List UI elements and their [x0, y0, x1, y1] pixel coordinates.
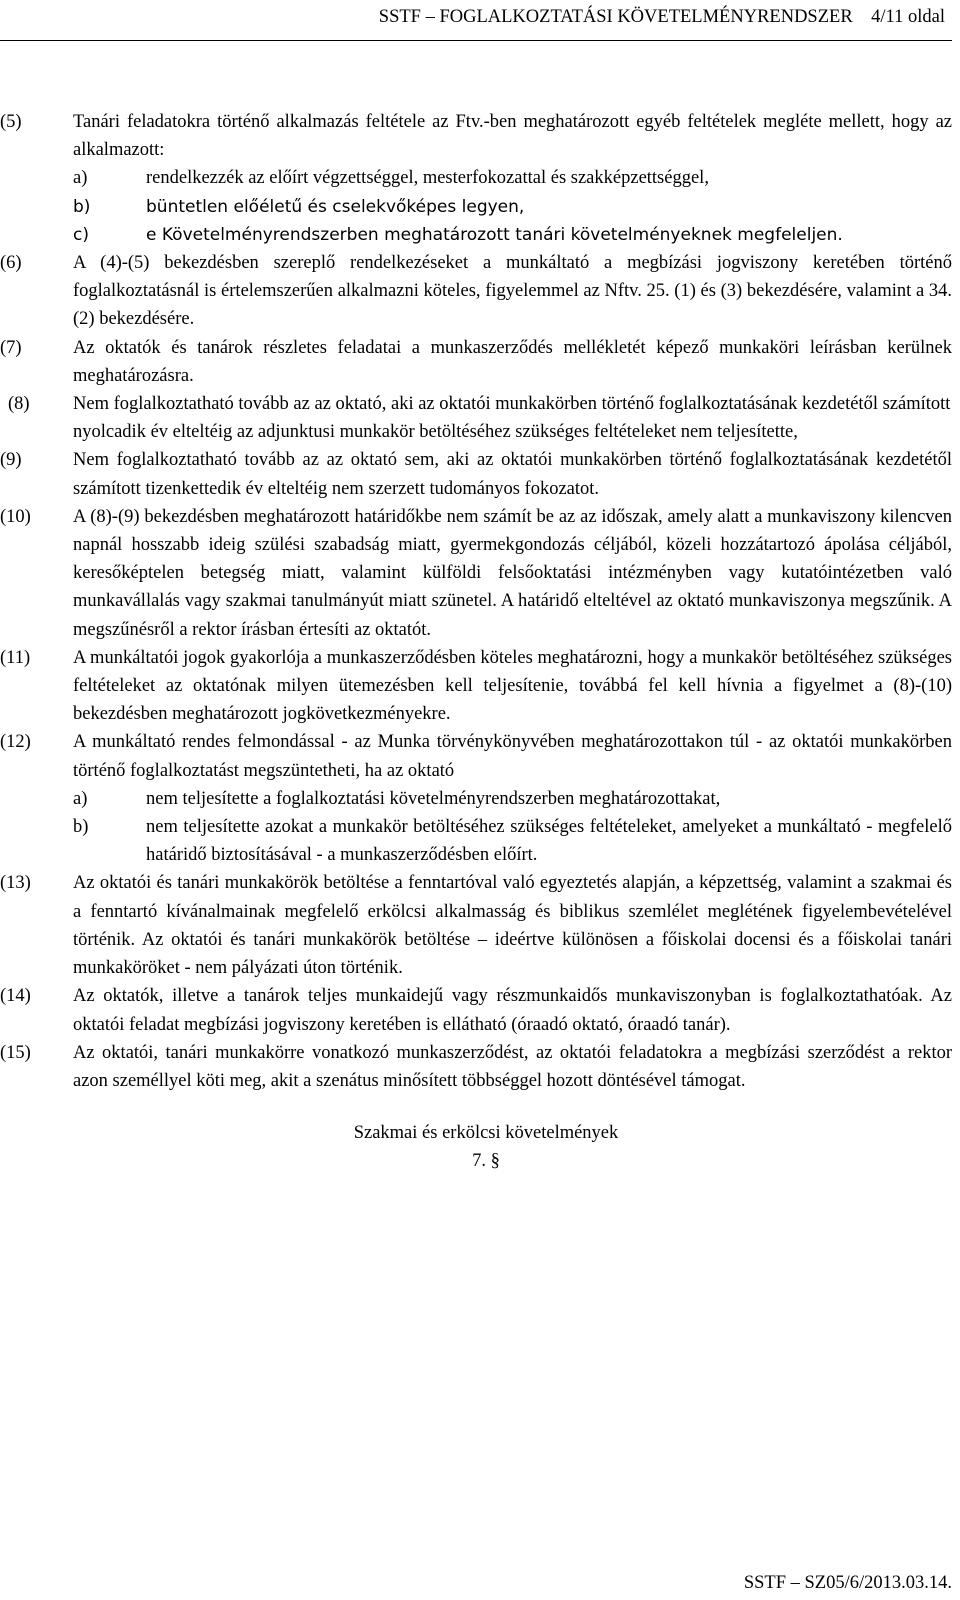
paragraph-13	[0, 869, 952, 982]
header-rule	[0, 40, 952, 41]
paragraph-text: A munkáltató rendes felmondással - az Munka törvénykönyvében meghatározottakon túl - az oktatói munkakörben történő foglalkoztatást megszüntetheti, ha az oktató	[73, 732, 952, 781]
section-heading	[0, 1119, 952, 1175]
paragraph-5	[0, 108, 952, 249]
paragraph-text: Az oktatói és tanári munkakörök betöltése a fenntartóval való egyeztetés alapján, a képzettség, valamint a szakmai és a fenntartó kívánalmainak megfelelő erkölcsi alkalmasság és biblikus szemlélet meglétének figyelembevételével történik. Az oktatói és tanári munkakörök betöltése – ideértve különösen a főiskolai docensi és a főiskolai tanári munkaköröket - nem pályázati úton történik.	[73, 873, 952, 979]
paragraph-7	[0, 334, 952, 390]
paragraph-11	[0, 644, 952, 729]
paragraph-text: A (4)-(5) bekezdésben szereplő rendelkezéseket a munkáltató a megbízási jogviszony keretében történő foglalkoztatásnál is értelemszerűen alkalmazni köteles, figyelemmel az Nftv. 25. (1) és (3) bekezdésére, valamint a 34. (2) bekezdésére.	[73, 253, 952, 330]
paragraph-number: (14)	[0, 986, 31, 1007]
paragraph-8	[0, 390, 952, 446]
paragraph-number: (5)	[0, 112, 22, 132]
paragraph-6	[0, 249, 952, 334]
document-body	[0, 108, 952, 1176]
paragraph-text: A (8)-(9) bekezdésben meghatározott határidőkbe nem számít be az az időszak, amely alatt a munkaviszony kilencven napnál hosszabb ideig szülési szabadság miatt, gyermekgondozás céljából, közeli hozzátartozó ápolása céljából, keresőképtelen betegség miatt, valamint külföldi felsőoktatási intézményben vagy kutatóintézetben való munkavállalás vagy szakmai tanulmányút miatt szünetel. A határidő elteltével az oktató munkaviszonya megszűnik. A megszűnésről a rektor írásban értesíti az oktatót.	[73, 506, 952, 640]
list-letter: b)	[73, 196, 91, 217]
paragraph-text: Az oktatók, illetve a tanárok teljes munkaidejű vagy részmunkaidős munkaviszonyban is foglalkoztathatóak. Az oktatói feladat megbízási jogviszony keretében is ellátható (óraadó oktató, óraadó tanár).	[73, 986, 952, 1035]
paragraph-number: (11)	[0, 647, 31, 668]
paragraph-text: Az oktatók és tanárok részletes feladatai a munkaszerződés mellékletét képező munkaköri leírásban kerülnek meghatározásra.	[73, 337, 952, 386]
section-sign: §	[490, 1151, 500, 1172]
paragraph-10	[0, 503, 952, 644]
paragraph-12	[0, 728, 952, 869]
page-footer: SSTF – SZ05/6/2013.03.14.	[743, 1573, 952, 1593]
paragraph-14	[0, 982, 952, 1038]
paragraph-number: (15)	[0, 1042, 31, 1063]
paragraph-text-continued: nyolcadik év elteltéig az adjunktusi munkakör betöltéséhez szükséges feltételeket nem teljesítette,	[73, 422, 798, 443]
page-header	[40, 4, 945, 30]
list-text: nem teljesítette azokat a munkakör betöltéséhez szükséges feltételeket, amelyeket a munkáltató - megfelelő határidő biztosításával - a munkaszerződésben előírt.	[146, 817, 952, 866]
list-letter: c)	[73, 224, 89, 245]
paragraph-15	[0, 1039, 952, 1095]
paragraph-number: (9)	[0, 450, 22, 471]
paragraph-number: (6)	[0, 253, 22, 274]
list-text: büntetlen előéletű és cselekvőképes legyen,	[146, 196, 525, 217]
paragraph-number: (8)	[8, 394, 30, 415]
list-letter: b)	[73, 817, 89, 838]
list-text: nem teljesítette a foglalkoztatási követelményrendszerben meghatározottakat,	[146, 788, 721, 809]
list-item	[73, 221, 952, 249]
paragraph-9	[0, 446, 952, 502]
header-title: SSTF – FOGLALKOZTATÁSI KÖVETELMÉNYRENDSZER	[378, 7, 853, 27]
paragraph-number: (7)	[0, 337, 22, 358]
list-item	[73, 164, 952, 192]
section-number	[20, 1147, 952, 1175]
paragraph-text: A munkáltatói jogok gyakorlója a munkaszerződésben köteles meghatározni, hogy a munkakör betöltéséhez szükséges feltételeket az oktatónak milyen ütemezésben kell teljesítenie, továbbá fel kell hívnia a figyelmet a (8)-(10) bekezdésben meghatározott jogkövetkezményekre.	[73, 647, 952, 725]
list-text: e Követelményrendszerben meghatározott tanári követelményeknek megfeleljen.	[146, 224, 843, 245]
list-letter: a)	[73, 168, 88, 189]
section-number-text: 7.	[472, 1151, 491, 1172]
section-title: Szakmai és erkölcsi követelmények	[353, 1123, 619, 1144]
header-page-number: 4/11 oldal	[871, 7, 945, 27]
list-item	[73, 785, 952, 813]
list-item	[73, 193, 952, 221]
paragraph-text: Nem foglalkoztatható tovább az az oktató, aki az oktatói munkakörben történő foglalkoztatásának kezdetétől számított	[73, 394, 951, 415]
paragraph-text: Nem foglalkoztatható tovább az az oktató sem, aki az oktatói munkakörben történő foglalkoztatásának kezdetétől számított tizenkettedik év elteltéig nem szerzett tudományos fokozatot.	[73, 450, 952, 499]
list-item	[73, 813, 952, 869]
paragraph-text: Az oktatói, tanári munkakörre vonatkozó munkaszerződést, az oktatói feladatokra a megbízási szerződést a rektor azon személlyel köti meg, akit a szenátus minősített többséggel hozott döntésével támogat.	[73, 1042, 952, 1091]
paragraph-number: (10)	[0, 506, 31, 527]
paragraph-number: (13)	[0, 873, 31, 894]
paragraph-number: (12)	[0, 732, 31, 753]
paragraph-text: Tanári feladatokra történő alkalmazás feltétele az Ftv.-ben meghatározott egyéb feltételek megléte mellett, hogy az alkalmazott:	[73, 112, 952, 161]
list-text: rendelkezzék az előírt végzettséggel, mesterfokozattal és szakképzettséggel,	[146, 168, 709, 189]
list-letter: a)	[73, 788, 88, 809]
